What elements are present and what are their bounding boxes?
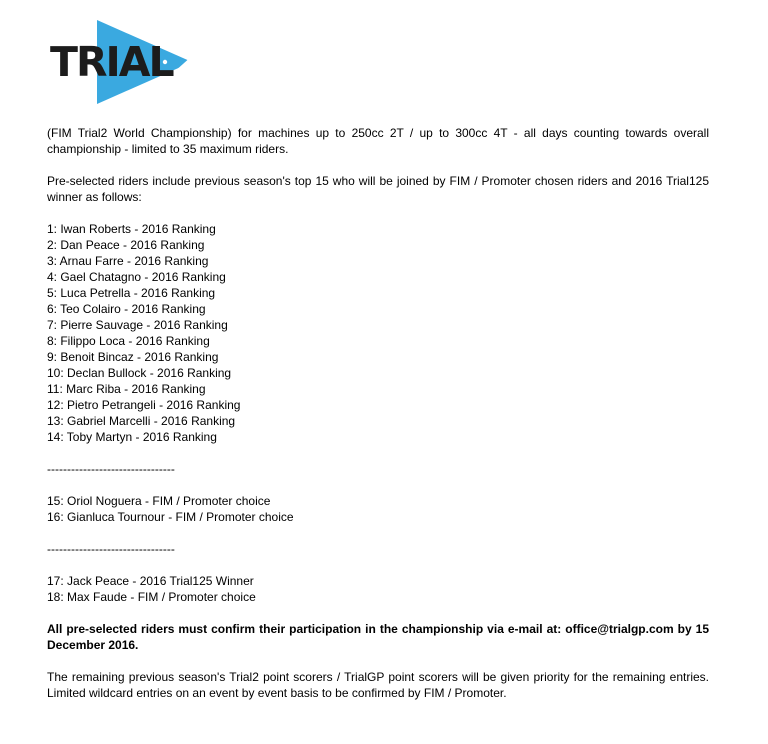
logo-text-trial: TRIAL — [50, 38, 173, 86]
remaining-paragraph: The remaining previous season's Trial2 point scorers / TrialGP point scorers will be given priority for the remaining entries. Limited wildcard entries on an event by event basis to be confirmed by FIM / Promoter. — [47, 670, 709, 700]
choice-list — [47, 493, 709, 525]
list-item: 13: Gabriel Marcelli - 2016 Ranking — [47, 414, 236, 428]
list-item: 18: Max Faude - FIM / Promoter choice — [47, 590, 256, 604]
list-item: 14: Toby Martyn - 2016 Ranking — [47, 430, 217, 444]
list-item: 4: Gael Chatagno - 2016 Ranking — [47, 270, 226, 284]
list-item: 2: Dan Peace - 2016 Ranking — [47, 238, 205, 252]
ranking-list — [47, 221, 709, 445]
list-item: 8: Filippo Loca - 2016 Ranking — [47, 334, 210, 348]
list-item: 17: Jack Peace - 2016 Trial125 Winner — [47, 574, 254, 588]
logo-text-two: 2 — [172, 38, 200, 86]
preselected-paragraph: Pre-selected riders include previous season's top 15 who will be joined by FIM / Promoter chosen riders and 2016 Trial125 winner as follows: — [47, 174, 709, 204]
list-item: 7: Pierre Sauvage - 2016 Ranking — [47, 318, 228, 332]
separator-line: -------------------------------- — [47, 542, 175, 556]
final-list — [47, 573, 709, 605]
list-item: 3: Arnau Farre - 2016 Ranking — [47, 254, 209, 268]
separator-line: -------------------------------- — [47, 462, 175, 476]
logo-wordmark — [50, 40, 199, 84]
list-item: 15: Oriol Noguera - FIM / Promoter choice — [47, 494, 271, 508]
list-item: 16: Gianluca Tournour - FIM / Promoter choice — [47, 510, 294, 524]
list-item: 5: Luca Petrella - 2016 Ranking — [47, 286, 216, 300]
announcement-content — [47, 125, 709, 717]
confirm-notice: All pre-selected riders must confirm their participation in the championship via e-mail at: office@trialgp.com by 15 December 2016. — [47, 622, 709, 652]
list-item: 12: Pietro Petrangeli - 2016 Ranking — [47, 398, 241, 412]
trial2-logo — [50, 18, 200, 106]
list-item: 11: Marc Riba - 2016 Ranking — [47, 382, 206, 396]
list-item: 6: Teo Colairo - 2016 Ranking — [47, 302, 206, 316]
list-item: 10: Declan Bullock - 2016 Ranking — [47, 366, 232, 380]
intro-paragraph: (FIM Trial2 World Championship) for machines up to 250cc 2T / up to 300cc 4T - all days counting towards overall championship - limited to 35 maximum riders. — [47, 126, 709, 156]
list-item: 9: Benoit Bincaz - 2016 Ranking — [47, 350, 219, 364]
list-item: 1: Iwan Roberts - 2016 Ranking — [47, 222, 216, 236]
